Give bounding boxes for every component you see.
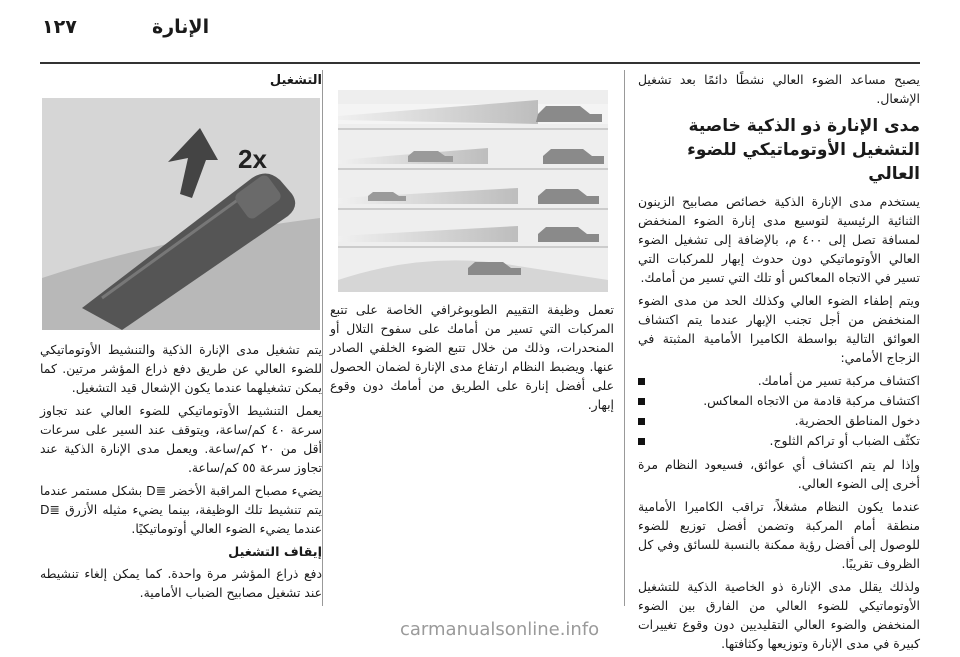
list-item: تكثّف الضباب أو تراكم الثلوج. [638,431,920,451]
left-column [40,70,322,606]
car-scene-5 [338,260,608,292]
header-divider [40,62,920,64]
page-header [40,10,920,50]
car-scene-4 [338,226,608,248]
section-heading: مدى الإنارة ذو الذكية خاصية التشغيل الأوتوماتيكي للضوء العالي [687,116,920,184]
paragraph: تعمل وظيفة التقييم الطوبوغرافي الخاصة على تتبع المركبات التي تسير من أمامك على سفوح التلال أو المنحدرات، وذلك من خلال تتبع الضوء الخلفي الصادر عنها. ويضبط النظام ارتفاع مدى الإنارة لضمان الحصول على أفضل إنارة على الطريق من أمامك دون وقوع إبهار. [330,302,614,412]
list-item: دخول المناطق الحضرية. [638,411,920,431]
list-item: اكتشاف مركبة تسير من أمامك. [638,371,920,391]
indicator-stalk-illustration [42,98,320,330]
paragraph: يعمل التنشيط الأوتوماتيكي للضوء العالي عند تجاوز سرعة ٤٠ كم/ساعة، ويتوقف عند السير على سرعات أقل من ٢٠ كم/ساعة. ويعمل مدى الإنارة الذكية عند تجاوز سرعة ٥٥ كم/ساعة. [40,403,322,475]
car-scene-3 [338,188,608,210]
middle-column [330,70,614,418]
car-icon [543,149,604,164]
page-number: ١٢٧ [42,16,77,38]
right-column [638,70,920,657]
watermark: carmanualsonline.info [400,619,600,640]
bullet-icon [638,378,645,385]
subheading: إيقاف التشغيل [228,545,322,560]
list-item: اكتشاف مركبة قادمة من الاتجاه المعاكس. [638,391,920,411]
obstacle-list [638,371,920,451]
press-count-label: 2x [238,144,267,174]
stalk-figure [42,98,320,330]
paragraph: يتم تشغيل مدى الإنارة الذكية والتنشيط الأوتوماتيكي للضوء العالي عن طريق دفع ذراع المؤشر مرتين. كما يمكن تشغيلهما عندما يكون الإشعال قيد التشغيل. [40,342,322,395]
bullet-icon [638,398,645,405]
paragraph: ولذلك يقلل مدى الإنارة ذو الخاصية الذكية للتشغيل الأوتوماتيكي للضوء العالي من الفارق بين الضوء المنخفض والضوء العالي التقليديين دون وقوع تغييرات كبيرة في مدى الإنارة وتوزيعها وكثافتها. [638,579,920,651]
car-icon [468,262,521,275]
light-range-illustration [338,90,608,292]
car-icon [538,189,599,204]
paragraph: يضيء مصباح المراقبة الأخضر ≣D بشكل مستمر عندما يتم تنشيط تلك الوظيفة، بينما يضيء مثيله الأزرق ≣D عندما يضيء الضوء العالي أوتوماتيكيًا. [40,483,322,536]
chapter-title: الإنارة [152,16,210,38]
cars-diagram [338,90,608,292]
paragraph: دفع ذراع المؤشر مرة واحدة. كما يمكن إلغاء تنشيطه عند تشغيل مصابيح الضباب الأمامية. [40,566,322,600]
paragraph: يستخدم مدى الإنارة الذكية خصائص مصابيح الزينون الثنائية الرئيسية لتوسيع مدى إنارة الضوء المنخفض لمسافة تصل إلى ٤٠٠ م، بالإضافة إلى تشغيل الضوء العالي الأوتوماتيكي دون حدوث إبهار للمركبات التي تسير في الاتجاه المعاكس أو تلك التي تسير من أمامك. [638,194,920,285]
paragraph: ويتم إطفاء الضوء العالي وكذلك الحد من مدى الضوء المنخفض من أجل تجنب الإبهار عندما يتم اكتشاف العوائق التالية بواسطة الكاميرا الأمامية المثبتة في الزجاج الأمامي: [638,293,920,365]
intro-paragraph: يصبح مساعد الضوء العالي نشطًا دائمًا بعد تشغيل الإشعال. [638,72,920,106]
paragraph: وإذا لم يتم اكتشاف أي عوائق، فسيعود النظام مرة أخرى إلى الضوء العالي. [638,457,920,491]
paragraph: عندما يكون النظام مشغلاً، تراقب الكاميرا الأمامية منطقة أمام المركبة وتضمن أفضل توزيع للضوء للوصول إلى أفضل رؤية ممكنة بالنسبة للسائق وفي كل الظروف تقريبًا. [637,499,920,571]
car-icon [368,192,406,201]
column-divider [322,70,323,606]
car-icon [538,227,599,242]
car-scene-2 [338,148,608,170]
section-label: التشغيل [269,73,322,88]
column-divider [624,70,625,606]
car-scene-1 [338,100,608,130]
bullet-icon [638,418,645,425]
bullet-icon [638,438,645,445]
